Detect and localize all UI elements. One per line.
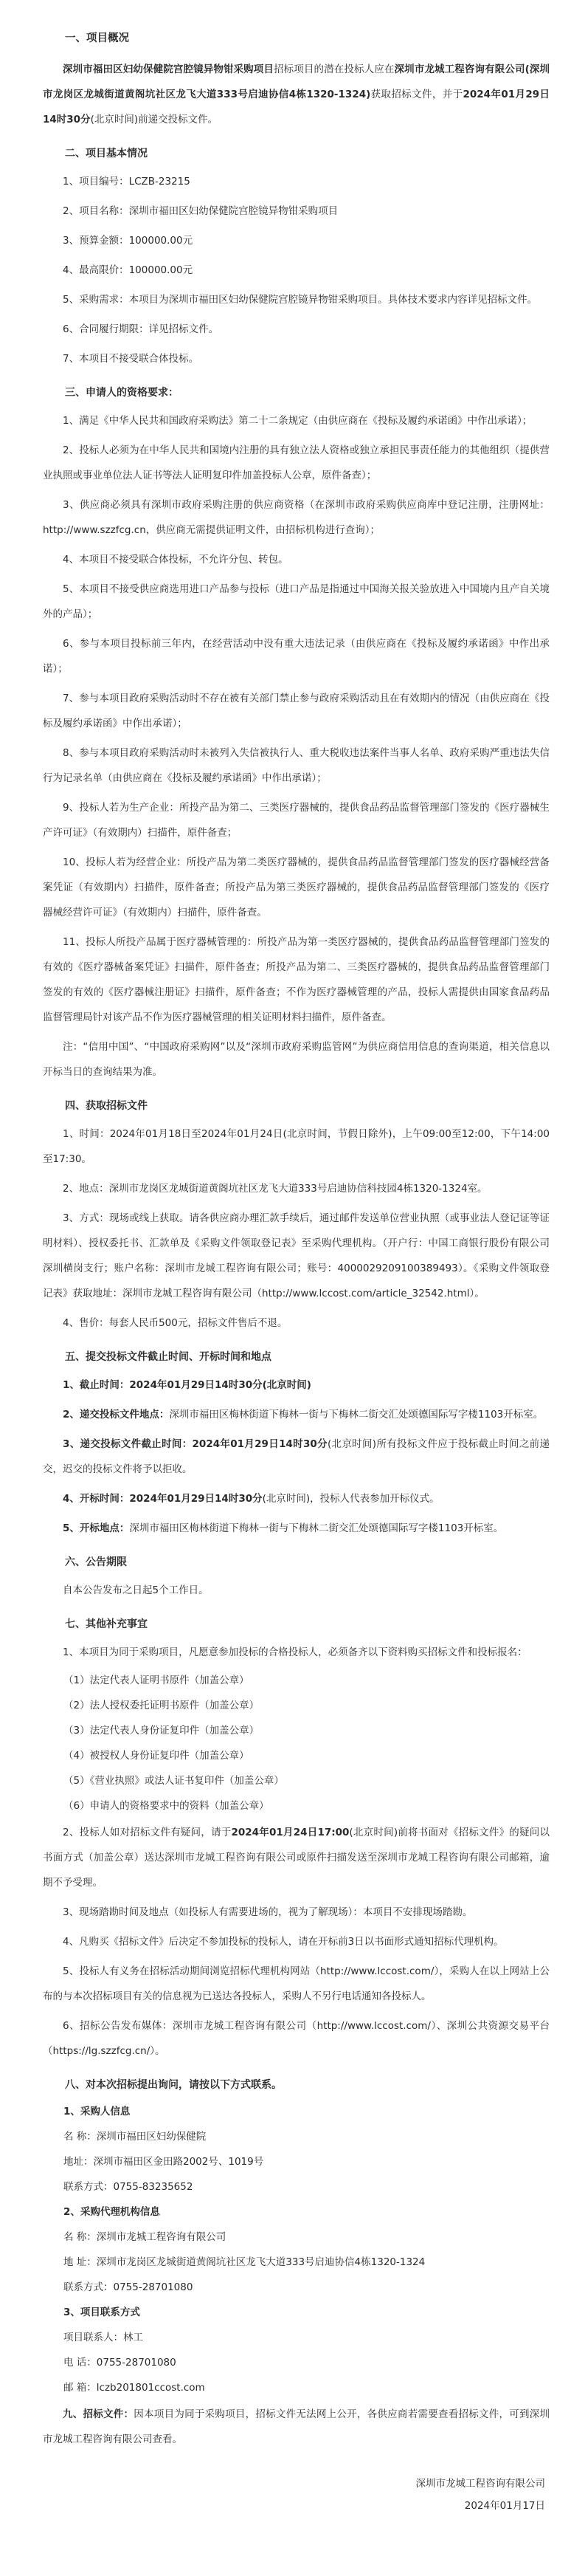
opening-location-item: [43, 1516, 550, 1541]
basic-info-item: 3、预算金额：100000.00元: [63, 235, 193, 247]
purchaser-name: 名 称：深圳市福田区妇幼保健院: [63, 2131, 207, 2143]
required-document-item: （2）法人授权委托证明书原件（加盖公章）: [63, 1700, 260, 1711]
submission-location-label: 2、递交投标文件地点：: [63, 1409, 170, 1421]
other-matters-item: 5、投标人有义务在招标活动期间浏览招标代理机构网站（http://www.lccost.com/），采购人在以上网站上公布的与本次招标项目有关的信息视为已送达各投标人，采购人不另行电话通知各投标人。: [43, 1965, 550, 2002]
qualification-item: 6、参与本项目投标前三年内，在经营活动中没有重大违法记录（由供应商在《投标及履约承诺函》中作出承诺）；: [43, 638, 550, 675]
project-contact-person: 项目联系人：林工: [63, 2332, 143, 2343]
agency-info-heading: 2、采购代理机构信息: [63, 2206, 160, 2218]
section-heading-notice-period: 六、公告期限: [65, 1556, 127, 1568]
submission-location-item: [43, 1402, 550, 1427]
required-document-item: （4）被授权人身份证复印件（加盖公章）: [63, 1750, 249, 1762]
other-matters-item: 6、招标公告发布媒体：深圳市龙城工程咨询有限公司（http://www.lccost.com/）、深圳公共资源交易平台（https://lg.szzfcg.cn/）。: [43, 2020, 550, 2057]
required-document-item: （1）法定代表人证明书原件（加盖公章）: [63, 1675, 249, 1686]
qualification-item: 4、本项目不接受联合体投标，不允许分包、转包。: [63, 554, 288, 566]
agency-address: 地 址：深圳市龙岗区龙城街道黄阁坑社区龙飞大道333号启迪协信4栋1320-1324: [63, 2256, 426, 2268]
qualification-item: 9、投标人若为生产企业：所投产品为第二、三类医疗器械的，提供食品药品监督管理部门签发的《医疗器械生产许可证》（有效期内）扫描件，原件备查；: [43, 802, 550, 839]
questions-text-1: 2、投标人如对招标文件有疑问，请于: [63, 1827, 232, 1838]
agency-phone: 联系方式：0755-28701080: [63, 2281, 193, 2293]
project-contact-email: 邮 箱：lczb201801ccost.com: [63, 2382, 205, 2394]
section-heading-qualifications: 三、申请人的资格要求：: [65, 387, 179, 399]
section-heading-deadline: 五、提交投标文件截止时间、开标时间和地点: [65, 1351, 271, 1363]
project-overview-paragraph: [43, 57, 550, 132]
agency-address-bold: 深圳市龙城工程咨询有限公司(深圳市龙岗区龙城街道黄阁坑社区龙飞大道333号启迪协信4栋1320-1324): [43, 63, 550, 100]
questions-deadline-item: [43, 1820, 550, 1895]
basic-info-item: 5、采购需求：本项目为深圳市福田区妇幼保健院宫腔镜异物钳采购项目。具体技术要求内容详见招标文件。: [63, 294, 538, 306]
tender-docs-text: 因本项目为同于采购项目，招标文件无法网上公开，各供应商若需要查看招标文件，可到深圳市龙城工程咨询有限公司查看。: [43, 2408, 550, 2445]
obtain-docs-item: 4、售价：每套人民币500元，招标文件售后不退。: [63, 1317, 288, 1329]
section-heading-obtain-docs: 四、获取招标文件: [65, 1100, 148, 1112]
tender-docs-paragraph: [43, 2402, 550, 2452]
opening-time-label: 4、开标时间：2024年01月29日14时30分: [63, 1493, 263, 1505]
basic-info-item: 1、项目编号：LCZB-23215: [63, 176, 190, 188]
deadline-bold: 2024年01月29日14时30分: [43, 89, 550, 126]
agency-name: 名 称：深圳市龙城工程咨询有限公司: [63, 2231, 226, 2243]
overview-text-3: (北京时间)前递交投标文件。: [90, 114, 218, 126]
qualification-item: 7、参与本项目政府采购活动时不存在被有关部门禁止参与政府采购活动且在有效期内的情况（由供应商在《投标及履约承诺函》中作出承诺）；: [43, 693, 550, 729]
opening-location-text: 深圳市福田区梅林街道下梅林一街与下梅林二街交汇处颂德国际写字楼1103开标室。: [129, 1522, 504, 1534]
opening-location-label: 5、开标地点：: [63, 1522, 130, 1534]
section-heading-project-overview: 一、项目概况: [65, 32, 129, 44]
submission-deadline-text: (北京时间)所有投标文件应于投标截止时间之前递交，迟交的投标文件将予以拒收。: [43, 1438, 550, 1475]
qualification-item: 5、本项目不接受供应商选用进口产品参与投标（进口产品是指通过中国海关报关验放进入中国境内且产自关境外的产品）；: [43, 583, 550, 620]
project-contact-heading: 3、项目联系方式: [63, 2307, 140, 2318]
other-matters-item: 3、现场踏勘时间及地点（如投标人有需要进场的，视为了解现场）：本项目不安排现场踏勘。: [63, 1906, 473, 1918]
obtain-docs-item: 2、地点：深圳市龙岗区龙城街道黄阁坑社区龙飞大道333号启迪协信科技园4栋1320-1324室。: [63, 1183, 488, 1195]
required-document-item: （3）法定代表人身份证复印件（加盖公章）: [63, 1725, 260, 1737]
submission-deadline-item: [43, 1432, 550, 1482]
deadline-time-bold: 1、截止时间：2024年01月29日14时30分(北京时间): [63, 1379, 311, 1391]
qualification-item: 3、供应商必须具有深圳市政府采购注册的供应商资格（在深圳市政府采购供应商库中登记注册，注册网址：http://www.szzfcg.cn，供应商无需提供证明文件，由招标机构进行查询）；: [43, 499, 550, 536]
overview-text-1: 招标项目的潜在投标人应在: [274, 63, 395, 75]
opening-time-item: [43, 1486, 550, 1511]
section-heading-basic-info: 二、项目基本情况: [65, 148, 148, 159]
qualification-item: 1、满足《中华人民共和国政府采购法》第二十二条规定（由供应商在《投标及履约承诺函》中作出承诺）；: [63, 415, 533, 427]
qualification-item: 11、投标人所投产品属于医疗器械管理的：所投产品为第一类医疗器械的，提供食品药品监督管理部门签发的有效的《医疗器械备案凭证》扫描件，原件备查；所投产品为第二、三类医疗器械的，提供食品药品监督管理部门签发的有效的《医疗器械注册证》扫描件，原件备查；不作为医疗器械管理的产品，投标人需提供由国家食品药品监督管理局针对该产品不作为医疗器械管理的相关证明材料扫描件，原件备查。: [43, 936, 550, 1023]
required-document-item: （6）申请人的资格要求中的资料（加盖公章）: [63, 1800, 269, 1812]
submission-location-text: 深圳市福田区梅林街道下梅林一街与下梅林二街交汇处颂德国际写字楼1103开标室。: [169, 1409, 544, 1421]
obtain-docs-item: 1、时间：2024年01月18日至2024年01月24日(北京时间，节假日除外)，上午09:00至12:00，下午14:00至17:30。: [43, 1128, 550, 1165]
submission-deadline-label: 3、递交投标文件截止时间：2024年01月29日14时30分: [63, 1438, 328, 1450]
purchaser-info-heading: 1、采购人信息: [63, 2106, 131, 2118]
section-heading-contacts: 八、对本次招标提出询问，请按以下方式联系。: [65, 2079, 282, 2091]
obtain-docs-item: 3、方式：现场或线上获取。请各供应商办理汇款手续后，通过邮件发送单位营业执照（或事业法人登记证等证明材料）、授权委托书、汇款单及《采购文件领取登记表》至采购代理机构。（开户行：中国工商银行股份有限公司深圳横岗支行；账户名称：深圳市龙城工程咨询有限公司；账号：4000029209100389493）。《采购文件领取登记表》获取地址：深圳市龙城工程咨询有限公司（http://www.lccost.com/article_32542.html）。: [43, 1212, 550, 1299]
qualification-item: 8、参与本项目政府采购活动时未被列入失信被执行人、重大税收违法案件当事人名单、政府采购严重违法失信行为记录名单（由供应商在《投标及履约承诺函》中作出承诺）；: [43, 747, 550, 784]
section-heading-tender-docs: 九、招标文件：: [63, 2408, 134, 2420]
basic-info-item: 2、项目名称：深圳市福田区妇幼保健院宫腔镜异物钳采购项目: [63, 205, 339, 217]
qualification-item: 2、投标人必须为在中华人民共和国境内注册的具有独立法人资格或独立承担民事责任能力的其他组织（提供营业执照或事业单位法人证书等法人证明复印件加盖投标人公章，原件备查）；: [43, 444, 550, 481]
signature-date: 2024年01月17日: [464, 2500, 545, 2512]
basic-info-item: 6、合同履行期限：详见招标文件。: [63, 323, 219, 335]
required-document-item: （5）《营业执照》或法人证书复印件（加盖公章）: [63, 1775, 284, 1787]
other-matters-item: 4、凡购买《招标文件》后决定不参加投标的投标人，请在开标前3日以书面形式通知招标代理机构。: [63, 1936, 504, 1948]
deadline-item: [43, 1373, 550, 1398]
overview-text-2: 获取招标文件，并于: [370, 89, 463, 100]
purchaser-phone: 联系方式：0755-83235652: [63, 2181, 193, 2193]
credit-note: 注：“信用中国”、“中国政府采购网”以及“深圳市政府采购监管网”为供应商信用信息的查询渠道，相关信息以开标当日的查询结果为准。: [43, 1041, 550, 1078]
signature-company: 深圳市龙城工程咨询有限公司: [415, 2478, 545, 2490]
project-contact-phone: 电 话：0755-28701080: [63, 2357, 176, 2369]
questions-deadline-bold: 2024年01月24日17:00: [231, 1827, 350, 1838]
basic-info-item: 7、本项目不接受联合体投标。: [63, 353, 199, 365]
basic-info-item: 4、最高限价：100000.00元: [63, 264, 193, 276]
project-name-bold: 深圳市福田区妇幼保健院宫腔镜异物钳采购项目: [63, 63, 274, 75]
questions-text-2: (北京时间)前将书面对《招标文件》的疑问以书面方式（加盖公章）送达深圳市龙城工程咨询有限公司或原件扫描发送至深圳市龙城工程咨询有限公司邮箱，逾期不予受理。: [43, 1827, 550, 1889]
qualification-item: 10、投标人若为经营企业：所投产品为第二类医疗器械的，提供食品药品监督管理部门签发的医疗器械经营备案凭证（有效期内）扫描件，原件备查；所投产品为第三类医疗器械的，提供食品药品监督管理部门签发的《医疗器械经营许可证》（有效期内）扫描件，原件备查。: [43, 856, 550, 918]
purchaser-address: 地址：深圳市福田区金田路2002号、1019号: [63, 2156, 264, 2168]
notice-period-text: 自本公告发布之日起5个工作日。: [63, 1584, 209, 1596]
opening-time-text: (北京时间)，投标人代表参加开标仪式。: [262, 1493, 440, 1505]
section-heading-other-matters: 七、其他补充事宜: [65, 1618, 148, 1630]
other-matters-item: 1、本项目为同于采购项目，凡愿意参加投标的合格投标人，必须备齐以下资料购买招标文件和投标报名：: [63, 1646, 527, 1658]
